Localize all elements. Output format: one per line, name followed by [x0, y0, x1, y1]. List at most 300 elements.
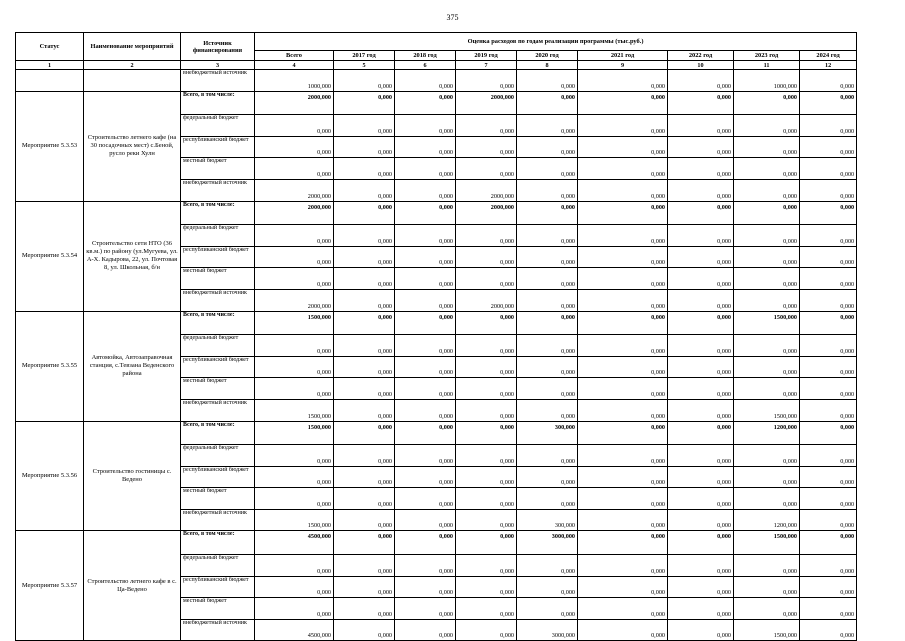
- event-name-cell: Строительство летнего кафе в с. Ца-Ведено: [84, 531, 181, 641]
- value-cell: 0,000: [395, 466, 456, 488]
- budget-table: [15, 32, 857, 641]
- value-cell: 0,000: [395, 356, 456, 378]
- value-cell: 0,000: [395, 311, 456, 335]
- value-cell: 0,000: [456, 356, 517, 378]
- value-cell: 0,000: [668, 158, 734, 180]
- table-row: [16, 91, 857, 115]
- value-cell: 0,000: [668, 445, 734, 467]
- value-cell: 0,000: [578, 115, 668, 137]
- value-cell: 0,000: [800, 509, 857, 531]
- source-cell: местный бюджет: [181, 158, 255, 180]
- value-cell: 0,000: [255, 466, 334, 488]
- value-cell: 0,000: [668, 378, 734, 400]
- source-cell: Всего, в том числе:: [181, 531, 255, 555]
- value-cell: 0,000: [517, 466, 578, 488]
- value-cell: 0,000: [334, 531, 395, 555]
- table-row: [16, 201, 857, 225]
- value-cell: 0,000: [800, 335, 857, 357]
- value-cell: 1500,000: [734, 619, 800, 641]
- value-cell: 0,000: [734, 268, 800, 290]
- column-number: 9: [578, 61, 668, 70]
- source-cell: местный бюджет: [181, 268, 255, 290]
- value-cell: 0,000: [395, 179, 456, 201]
- status-cell-empty: [16, 70, 84, 92]
- header-year-col: 2022 год: [668, 51, 734, 61]
- value-cell: 0,000: [517, 598, 578, 620]
- value-cell: 0,000: [456, 488, 517, 510]
- value-cell: 0,000: [395, 378, 456, 400]
- value-cell: 0,000: [800, 356, 857, 378]
- value-cell: 0,000: [668, 179, 734, 201]
- value-cell: 0,000: [395, 488, 456, 510]
- value-cell: 0,000: [334, 509, 395, 531]
- column-number: 5: [334, 61, 395, 70]
- value-cell: 0,000: [456, 225, 517, 247]
- value-cell: 0,000: [668, 91, 734, 115]
- value-cell: 0,000: [456, 555, 517, 577]
- value-cell: 0,000: [578, 356, 668, 378]
- value-cell: 0,000: [668, 488, 734, 510]
- value-cell: 0,000: [800, 576, 857, 598]
- header-year-col: 2021 год: [578, 51, 668, 61]
- value-cell: 0,000: [395, 201, 456, 225]
- value-cell: 0,000: [578, 445, 668, 467]
- event-name-cell: Автомойка, Автозаправочная станция, с.Тевзана Веденского района: [84, 311, 181, 421]
- source-cell: республиканский бюджет: [181, 246, 255, 268]
- value-cell: 0,000: [334, 225, 395, 247]
- value-cell: 0,000: [395, 335, 456, 357]
- value-cell: 0,000: [578, 421, 668, 445]
- header-name: Наименование мероприятий: [84, 33, 181, 61]
- value-cell: 0,000: [517, 136, 578, 158]
- value-cell: 0,000: [800, 619, 857, 641]
- value-cell: 0,000: [734, 158, 800, 180]
- value-cell: 0,000: [395, 158, 456, 180]
- value-cell: 0,000: [395, 91, 456, 115]
- source-cell: федеральный бюджет: [181, 555, 255, 577]
- value-cell: 0,000: [800, 421, 857, 445]
- value-cell: 0,000: [517, 445, 578, 467]
- value-cell: 1000,000: [734, 70, 800, 92]
- value-cell: 0,000: [456, 531, 517, 555]
- value-cell: 0,000: [800, 466, 857, 488]
- value-cell: 0,000: [668, 399, 734, 421]
- value-cell: 0,000: [734, 201, 800, 225]
- value-cell: 0,000: [255, 598, 334, 620]
- value-cell: 0,000: [668, 598, 734, 620]
- value-cell: 0,000: [334, 158, 395, 180]
- value-cell: 0,000: [800, 378, 857, 400]
- value-cell: 0,000: [334, 246, 395, 268]
- value-cell: 0,000: [578, 70, 668, 92]
- source-cell: федеральный бюджет: [181, 115, 255, 137]
- value-cell: 0,000: [578, 466, 668, 488]
- value-cell: 0,000: [578, 179, 668, 201]
- header-year-col: 2020 год: [517, 51, 578, 61]
- value-cell: 0,000: [517, 576, 578, 598]
- value-cell: 0,000: [456, 466, 517, 488]
- value-cell: 2000,000: [255, 179, 334, 201]
- value-cell: 0,000: [395, 531, 456, 555]
- value-cell: 0,000: [734, 335, 800, 357]
- column-number: 12: [800, 61, 857, 70]
- value-cell: 0,000: [395, 598, 456, 620]
- source-cell: внебюджетный источник: [181, 70, 255, 92]
- status-cell: Мероприятие 5.3.57: [16, 531, 84, 641]
- name-cell-empty: [84, 70, 181, 92]
- value-cell: 0,000: [456, 268, 517, 290]
- value-cell: 0,000: [800, 70, 857, 92]
- value-cell: 0,000: [334, 179, 395, 201]
- column-number: 7: [456, 61, 517, 70]
- value-cell: 0,000: [800, 531, 857, 555]
- value-cell: 0,000: [734, 136, 800, 158]
- value-cell: 0,000: [578, 158, 668, 180]
- value-cell: 0,000: [456, 378, 517, 400]
- value-cell: 2000,000: [456, 179, 517, 201]
- value-cell: 0,000: [456, 576, 517, 598]
- value-cell: 0,000: [800, 201, 857, 225]
- value-cell: 0,000: [517, 488, 578, 510]
- value-cell: 0,000: [517, 115, 578, 137]
- value-cell: 0,000: [517, 356, 578, 378]
- value-cell: 0,000: [734, 289, 800, 311]
- event-name-cell: Строительство гостиницы с. Ведено: [84, 421, 181, 531]
- value-cell: 0,000: [578, 399, 668, 421]
- value-cell: 0,000: [517, 91, 578, 115]
- value-cell: 0,000: [734, 598, 800, 620]
- value-cell: 0,000: [800, 598, 857, 620]
- event-name-cell: Строительство сети НТО (36 кв.м.) по району (ул.Мугуева, ул. А-Х. Кадырова, 22, ул. Почтовая 8, ул. Школьная, б/н: [84, 201, 181, 311]
- header-year-col: 2023 год: [734, 51, 800, 61]
- value-cell: 0,000: [456, 115, 517, 137]
- value-cell: 0,000: [734, 356, 800, 378]
- value-cell: 2000,000: [456, 289, 517, 311]
- value-cell: 0,000: [517, 158, 578, 180]
- value-cell: 0,000: [800, 136, 857, 158]
- value-cell: 0,000: [456, 421, 517, 445]
- value-cell: 0,000: [456, 399, 517, 421]
- value-cell: 0,000: [578, 488, 668, 510]
- source-cell: федеральный бюджет: [181, 335, 255, 357]
- value-cell: 0,000: [578, 378, 668, 400]
- value-cell: 0,000: [800, 246, 857, 268]
- status-cell: Мероприятие 5.3.56: [16, 421, 84, 531]
- value-cell: 0,000: [800, 268, 857, 290]
- value-cell: 0,000: [517, 555, 578, 577]
- status-cell: Мероприятие 5.3.53: [16, 91, 84, 201]
- value-cell: 0,000: [578, 225, 668, 247]
- value-cell: 0,000: [734, 378, 800, 400]
- value-cell: 300,000: [517, 509, 578, 531]
- source-cell: внебюджетный источник: [181, 289, 255, 311]
- value-cell: 3000,000: [517, 619, 578, 641]
- value-cell: 0,000: [255, 158, 334, 180]
- value-cell: 0,000: [334, 335, 395, 357]
- value-cell: 3000,000: [517, 531, 578, 555]
- value-cell: 0,000: [578, 598, 668, 620]
- value-cell: 0,000: [334, 466, 395, 488]
- column-number: 1: [16, 61, 84, 70]
- value-cell: 0,000: [800, 225, 857, 247]
- value-cell: 0,000: [334, 619, 395, 641]
- source-cell: внебюджетный источник: [181, 399, 255, 421]
- value-cell: 2000,000: [456, 91, 517, 115]
- source-cell: Всего, в том числе:: [181, 201, 255, 225]
- value-cell: 0,000: [334, 136, 395, 158]
- source-cell: республиканский бюджет: [181, 466, 255, 488]
- value-cell: 0,000: [734, 91, 800, 115]
- source-cell: республиканский бюджет: [181, 356, 255, 378]
- table-row: [16, 311, 857, 335]
- value-cell: 0,000: [734, 466, 800, 488]
- header-status: Статус: [16, 33, 84, 61]
- header-source: Источник финансирования: [181, 33, 255, 61]
- header-year-col: 2017 год: [334, 51, 395, 61]
- value-cell: 0,000: [334, 115, 395, 137]
- value-cell: 0,000: [578, 576, 668, 598]
- header-year-col: Всего: [255, 51, 334, 61]
- value-cell: 0,000: [334, 598, 395, 620]
- column-number: 11: [734, 61, 800, 70]
- value-cell: 0,000: [578, 531, 668, 555]
- value-cell: 0,000: [800, 399, 857, 421]
- value-cell: 0,000: [456, 311, 517, 335]
- value-cell: 0,000: [800, 555, 857, 577]
- value-cell: 0,000: [395, 509, 456, 531]
- value-cell: 0,000: [800, 488, 857, 510]
- value-cell: 1500,000: [255, 421, 334, 445]
- value-cell: 0,000: [456, 619, 517, 641]
- value-cell: 300,000: [517, 421, 578, 445]
- value-cell: 0,000: [668, 311, 734, 335]
- value-cell: 0,000: [517, 246, 578, 268]
- value-cell: 0,000: [800, 311, 857, 335]
- source-cell: Всего, в том числе:: [181, 311, 255, 335]
- value-cell: 1000,000: [255, 70, 334, 92]
- value-cell: 0,000: [334, 356, 395, 378]
- value-cell: 2000,000: [255, 201, 334, 225]
- value-cell: 0,000: [334, 421, 395, 445]
- value-cell: 0,000: [255, 335, 334, 357]
- value-cell: 0,000: [334, 378, 395, 400]
- value-cell: 0,000: [255, 136, 334, 158]
- value-cell: 0,000: [334, 289, 395, 311]
- value-cell: 0,000: [395, 70, 456, 92]
- value-cell: 0,000: [668, 136, 734, 158]
- value-cell: 1500,000: [255, 509, 334, 531]
- source-cell: внебюджетный источник: [181, 509, 255, 531]
- source-cell: внебюджетный источник: [181, 619, 255, 641]
- value-cell: 0,000: [517, 289, 578, 311]
- value-cell: 0,000: [334, 488, 395, 510]
- value-cell: 0,000: [334, 268, 395, 290]
- source-cell: республиканский бюджет: [181, 136, 255, 158]
- value-cell: 0,000: [578, 335, 668, 357]
- source-cell: Всего, в том числе:: [181, 421, 255, 445]
- value-cell: 2000,000: [255, 91, 334, 115]
- value-cell: 0,000: [456, 509, 517, 531]
- value-cell: 0,000: [517, 268, 578, 290]
- value-cell: 0,000: [578, 619, 668, 641]
- value-cell: 0,000: [395, 555, 456, 577]
- value-cell: 0,000: [517, 335, 578, 357]
- value-cell: 0,000: [334, 311, 395, 335]
- value-cell: 0,000: [334, 91, 395, 115]
- value-cell: 0,000: [668, 246, 734, 268]
- value-cell: 0,000: [395, 619, 456, 641]
- value-cell: 0,000: [395, 136, 456, 158]
- value-cell: 0,000: [734, 445, 800, 467]
- source-cell: республиканский бюджет: [181, 576, 255, 598]
- value-cell: 0,000: [255, 225, 334, 247]
- value-cell: 0,000: [334, 555, 395, 577]
- value-cell: 0,000: [668, 70, 734, 92]
- value-cell: 0,000: [255, 246, 334, 268]
- value-cell: 0,000: [334, 70, 395, 92]
- value-cell: 0,000: [395, 289, 456, 311]
- value-cell: 0,000: [668, 619, 734, 641]
- value-cell: 0,000: [334, 399, 395, 421]
- value-cell: 4500,000: [255, 531, 334, 555]
- header-estimate: Оценка расходов по годам реализации программы (тыс.руб.): [255, 33, 857, 51]
- value-cell: 0,000: [578, 91, 668, 115]
- page-number: 375: [446, 13, 459, 22]
- value-cell: 0,000: [668, 356, 734, 378]
- value-cell: 0,000: [668, 555, 734, 577]
- value-cell: 0,000: [334, 576, 395, 598]
- value-cell: 0,000: [734, 488, 800, 510]
- value-cell: 0,000: [517, 399, 578, 421]
- value-cell: 0,000: [395, 268, 456, 290]
- value-cell: 1500,000: [734, 531, 800, 555]
- value-cell: 0,000: [668, 421, 734, 445]
- value-cell: 0,000: [578, 555, 668, 577]
- event-name-cell: Строительство летнего кафе (на 30 посадочных мест) с.Беной, русло реки Хулн: [84, 91, 181, 201]
- value-cell: 0,000: [255, 268, 334, 290]
- table-row: [16, 531, 857, 555]
- value-cell: 0,000: [578, 289, 668, 311]
- value-cell: 0,000: [578, 136, 668, 158]
- value-cell: 0,000: [668, 335, 734, 357]
- value-cell: 0,000: [255, 488, 334, 510]
- value-cell: 0,000: [800, 158, 857, 180]
- source-cell: федеральный бюджет: [181, 445, 255, 467]
- value-cell: 0,000: [734, 246, 800, 268]
- value-cell: 0,000: [395, 399, 456, 421]
- value-cell: 4500,000: [255, 619, 334, 641]
- table-row: [16, 70, 857, 92]
- value-cell: 1200,000: [734, 509, 800, 531]
- value-cell: 0,000: [255, 378, 334, 400]
- value-cell: 0,000: [800, 115, 857, 137]
- value-cell: 0,000: [395, 576, 456, 598]
- status-cell: Мероприятие 5.3.54: [16, 201, 84, 311]
- value-cell: 0,000: [395, 115, 456, 137]
- value-cell: 0,000: [255, 356, 334, 378]
- value-cell: 0,000: [456, 136, 517, 158]
- value-cell: 0,000: [578, 311, 668, 335]
- value-cell: 0,000: [517, 311, 578, 335]
- value-cell: 1500,000: [734, 399, 800, 421]
- value-cell: 0,000: [334, 445, 395, 467]
- value-cell: 0,000: [456, 335, 517, 357]
- value-cell: 0,000: [734, 576, 800, 598]
- column-number: 2: [84, 61, 181, 70]
- value-cell: 0,000: [668, 201, 734, 225]
- table-row: [16, 421, 857, 445]
- header-year-col: 2019 год: [456, 51, 517, 61]
- value-cell: 0,000: [668, 466, 734, 488]
- column-number: 6: [395, 61, 456, 70]
- value-cell: 2000,000: [456, 201, 517, 225]
- value-cell: 0,000: [517, 70, 578, 92]
- value-cell: 0,000: [395, 246, 456, 268]
- value-cell: 1200,000: [734, 421, 800, 445]
- value-cell: 0,000: [800, 179, 857, 201]
- value-cell: 0,000: [334, 201, 395, 225]
- value-cell: 0,000: [517, 225, 578, 247]
- value-cell: 0,000: [668, 268, 734, 290]
- value-cell: 0,000: [734, 115, 800, 137]
- value-cell: 1500,000: [255, 399, 334, 421]
- value-cell: 2000,000: [255, 289, 334, 311]
- source-cell: внебюджетный источник: [181, 179, 255, 201]
- value-cell: 0,000: [456, 70, 517, 92]
- source-cell: Всего, в том числе:: [181, 91, 255, 115]
- value-cell: 0,000: [456, 445, 517, 467]
- source-cell: федеральный бюджет: [181, 225, 255, 247]
- value-cell: 0,000: [456, 246, 517, 268]
- value-cell: 0,000: [734, 555, 800, 577]
- value-cell: 0,000: [668, 115, 734, 137]
- status-cell: Мероприятие 5.3.55: [16, 311, 84, 421]
- header-year-col: 2018 год: [395, 51, 456, 61]
- value-cell: 0,000: [255, 555, 334, 577]
- value-cell: 0,000: [255, 115, 334, 137]
- source-cell: местный бюджет: [181, 488, 255, 510]
- column-number: 3: [181, 61, 255, 70]
- value-cell: 0,000: [668, 509, 734, 531]
- value-cell: 0,000: [800, 445, 857, 467]
- value-cell: 0,000: [517, 179, 578, 201]
- column-number: 4: [255, 61, 334, 70]
- value-cell: 0,000: [668, 225, 734, 247]
- value-cell: 0,000: [578, 201, 668, 225]
- value-cell: 0,000: [668, 531, 734, 555]
- value-cell: 0,000: [578, 509, 668, 531]
- value-cell: 0,000: [255, 576, 334, 598]
- header-year-col: 2024 год: [800, 51, 857, 61]
- value-cell: 0,000: [456, 598, 517, 620]
- value-cell: 0,000: [800, 91, 857, 115]
- value-cell: 0,000: [255, 445, 334, 467]
- value-cell: 1500,000: [255, 311, 334, 335]
- value-cell: 1500,000: [734, 311, 800, 335]
- value-cell: 0,000: [456, 158, 517, 180]
- value-cell: 0,000: [734, 225, 800, 247]
- value-cell: 0,000: [734, 179, 800, 201]
- value-cell: 0,000: [517, 378, 578, 400]
- value-cell: 0,000: [668, 289, 734, 311]
- source-cell: местный бюджет: [181, 378, 255, 400]
- column-number: 8: [517, 61, 578, 70]
- value-cell: 0,000: [395, 225, 456, 247]
- value-cell: 0,000: [668, 576, 734, 598]
- value-cell: 0,000: [395, 445, 456, 467]
- value-cell: 0,000: [395, 421, 456, 445]
- value-cell: 0,000: [578, 246, 668, 268]
